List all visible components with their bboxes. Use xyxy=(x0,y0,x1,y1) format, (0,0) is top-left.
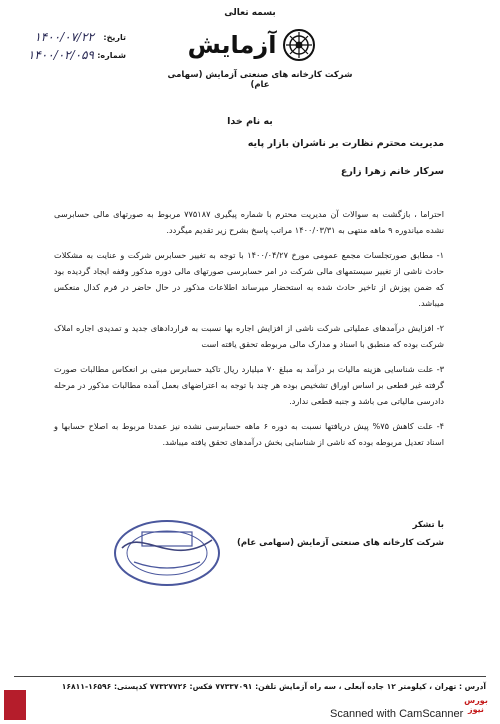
paragraph-3: ۳- علت شناسایی هزینه مالیات بر درآمد به مبلغ ۷۰ میلیارد ریال تاکید حسابرس مبنی بر انعکاس مطالبات صورت گرفته غیر قطعی بر اساس اوراق تشخیص بوده هر چند با توجه به اعتراضهای بعمل آمده مطالبات مذکور در مرحله دادرسی مالیاتی می باشد و جنبه قطعی ندارد. xyxy=(54,364,445,406)
company-name: شرکت کارخانه های صنعتی آزمایش (سهامی عام) xyxy=(167,70,353,90)
signature-company: شرکت کارخانه های صنعتی آزمایش (سهامی عام) xyxy=(237,538,444,548)
letter-meta xyxy=(8,30,126,66)
company-logo xyxy=(178,24,326,66)
paragraph-1: ۱- مطابق صورتجلسات مجمع عمومی مورخ ۱۴۰۰/۰۴/۲۷ با توجه به تغییر حسابرس شرکت و عنایت به مشکلات حادث ناشی از تغییر سیستمهای مالی شرکت در امر حسابرسی صورتهای مالی دوره مذکور وقفه ایجاد گردیده بود که ضمن پوزش از تاخیر حادث شده به استحضار میرساند اطلاعات مذکور در حال حاضر در فرم کدال منعکس میباشد. xyxy=(54,250,444,308)
paragraph-4: ۴- علت کاهش ۷۵% پیش دریافتها نسبت به دوره ۶ ماهه حسابرسی نشده نیز عمدتا مربوط به اصلاح حسابها و اسناد تعدیل مربوطه بوده که ناشی از شناسایی بخش درآمدهای تحقق یافته میباشد. xyxy=(54,421,445,447)
recipient-person: سرکار خانم زهرا زارع xyxy=(340,166,444,177)
footer-address: آدرس : تهران ، کیلومتر ۱۲ جاده آبعلی ، سه راه آزمایش تلفن: ۷۷۳۳۷۰۹۱ فکس: ۷۷۳۲۷۷۲۶ کدپستی: ۱۶۵۹۶-۱۶۸۱۱ xyxy=(61,682,486,691)
site-watermark: بورس نیوز xyxy=(464,696,488,714)
recipient-title: مدیریت محترم نظارت بر ناشران بازار پایه xyxy=(247,138,444,149)
footer-divider xyxy=(14,676,486,677)
number-row xyxy=(8,48,126,62)
company-emblem-icon xyxy=(282,28,316,62)
invocation-line: به نام خدا xyxy=(227,116,273,127)
paragraph-intro: احتراما ، بازگشت به سوالات آن مدیریت محترم با شماره پیگیری ۷۷۵۱۸۷ مربوط به صورتهای مالی حسابرسی نشده میاندوره ۹ ماهه منتهی به ۱۴۰۰/۰۳/۳۱ مراتب پاسخ بشرح زیر تقدیم میگردد. xyxy=(54,209,444,235)
letter-body xyxy=(54,206,444,459)
signature-block xyxy=(224,520,444,556)
number-value: ۱۴۰۰/۰۲/۰۵۹ xyxy=(27,48,94,62)
paragraph-2: ۲- افزایش درآمدهای عملیاتی شرکت ناشی از افزایش اجاره بها نسبت به قراردادهای جدید و تمدیدی اجاره املاک شرکت بوده که منطبق با اسناد و مدارک مالی مربوطه تحقق یافته است xyxy=(54,323,444,349)
corner-badge xyxy=(4,690,26,720)
scanner-watermark: Scanned with CamScanner xyxy=(330,708,464,720)
logo-wordmark: آزمایش xyxy=(187,31,277,59)
basmala-heading: بسمه تعالی xyxy=(224,8,276,18)
date-row xyxy=(8,30,126,44)
closing-line: با تشکر xyxy=(412,520,444,530)
date-label: تاریخ: xyxy=(103,32,126,42)
date-value: ۱۴۰۰/۰۷/۲۲ xyxy=(34,30,94,44)
company-stamp-icon xyxy=(112,518,222,588)
number-label: شماره: xyxy=(97,50,126,60)
